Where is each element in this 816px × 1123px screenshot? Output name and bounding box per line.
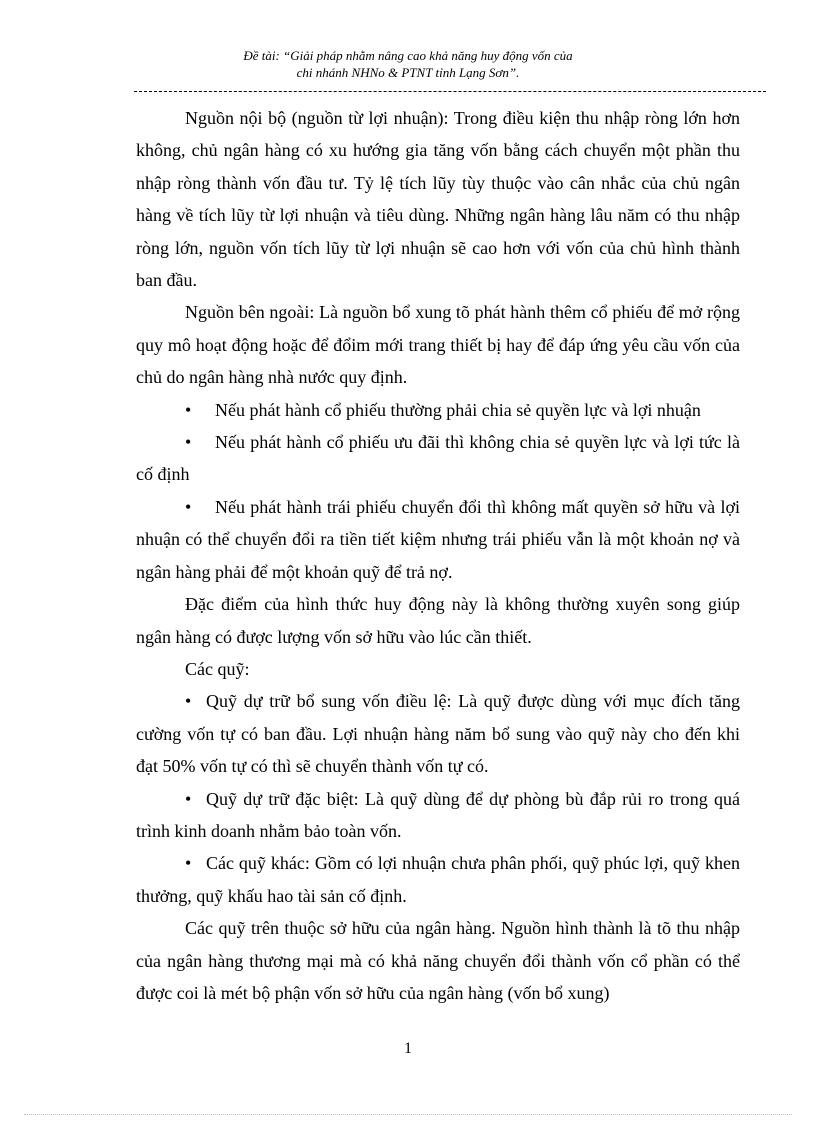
- paragraph-external-source: Nguồn bên ngoài: Là nguồn bổ xung tõ phát hành thêm cổ phiếu để mở rộng quy mô hoạt động hoặc để đổim mới trang thiết bị hay để đáp ứng yêu cầu vốn của chủ do ngân hàng nhà nước quy định.: [136, 302, 740, 388]
- paragraph-characteristics: Đặc điểm của hình thức huy động này là không thường xuyên song giúp ngân hàng có được lượng vốn sở hữu vào lúc cần thiết.: [136, 594, 740, 647]
- list-item: [136, 685, 740, 782]
- header-divider: [134, 91, 766, 92]
- list-item-text: Quỹ dự trữ bổ sung vốn điều lệ: Là quỹ được dùng với mục đích tăng cường vốn tự có ban đầu. Lợi nhuận hàng năm bổ sung vào quỹ này cho đến khi đạt 50% vốn tự có thì sẽ chuyển thành vốn tự có.: [136, 691, 740, 777]
- bullet-icon: •: [185, 496, 192, 517]
- paragraph-internal-source: Nguồn nội bộ (nguồn từ lợi nhuận): Trong điều kiện thu nhập ròng lớn hơn không, chủ ngân hàng có xu hướng gia tăng vốn bằng cách chuyển một phần thu nhập ròng thành vốn đầu tư. Tỷ lệ tích lũy tùy thuộc vào cân nhắc của chủ ngân hàng về tích lũy từ lợi nhuận và tiêu dùng. Những ngân hàng lâu năm có thu nhập ròng lớn, nguồn vốn tích lũy từ lợi nhuận sẽ cao hơn với vốn của chủ hình thành ban đầu.: [136, 108, 740, 291]
- header-title-line-2: chi nhánh NHNo & PTNT tỉnh Lạng Sơn”.: [296, 65, 520, 80]
- paragraph-funds-heading: Các quỹ:: [185, 658, 250, 679]
- list-item-text: Nếu phát hành cổ phiếu thường phải chia sẻ quyền lực và lợi nhuận: [215, 399, 701, 420]
- page-number: 1: [404, 1040, 412, 1057]
- bullet-icon: •: [185, 853, 192, 874]
- bullet-icon: •: [185, 399, 192, 420]
- list-item-text: Các quỹ khác: Gồm có lợi nhuận chưa phân phối, quỹ phúc lợi, quỹ khen thưởng, quỹ khấu hao tài sản cố định.: [136, 853, 740, 906]
- list-item: [136, 491, 740, 588]
- list-item-text: Nếu phát hành cổ phiếu ưu đãi thì không chia sẻ quyền lực và lợi tức là cố định: [136, 432, 740, 485]
- bullet-icon: •: [185, 432, 192, 453]
- list-item-text: Quỹ dự trữ đặc biệt: Là quỹ dùng để dự phòng bù đắp rủi ro trong quá trình kinh doanh nhằm bảo toàn vốn.: [136, 788, 740, 841]
- list-item: [136, 394, 740, 426]
- list-item-text: Nếu phát hành trái phiếu chuyển đổi thì không mất quyền sở hữu và lợi nhuận có thể chuyển đổi ra tiền tiết kiệm nhưng trái phiếu vẫn là một khoản nợ và ngân hàng phải để một khoản quỹ để trả nợ.: [136, 496, 740, 582]
- footer-divider: [24, 1114, 792, 1115]
- list-item: [136, 847, 740, 912]
- list-item: [136, 783, 740, 848]
- list-item: [136, 426, 740, 491]
- document-body: [136, 102, 740, 1009]
- paragraph-funds-ownership: Các quỹ trên thuộc sở hữu của ngân hàng. Nguồn hình thành là tõ thu nhập của ngân hàng thương mại mà có khả năng chuyển đổi thành vốn cổ phần có thể được coi là mét bộ phận vốn sở hữu của ngân hàng (vốn bổ xung): [136, 918, 740, 1003]
- header-title-line-1: Đề tài: “Giải pháp nhằm nâng cao khả năng huy động vốn của: [243, 48, 573, 63]
- bullet-icon: •: [185, 691, 192, 712]
- bullet-icon: •: [185, 788, 192, 809]
- page-header: [0, 47, 816, 81]
